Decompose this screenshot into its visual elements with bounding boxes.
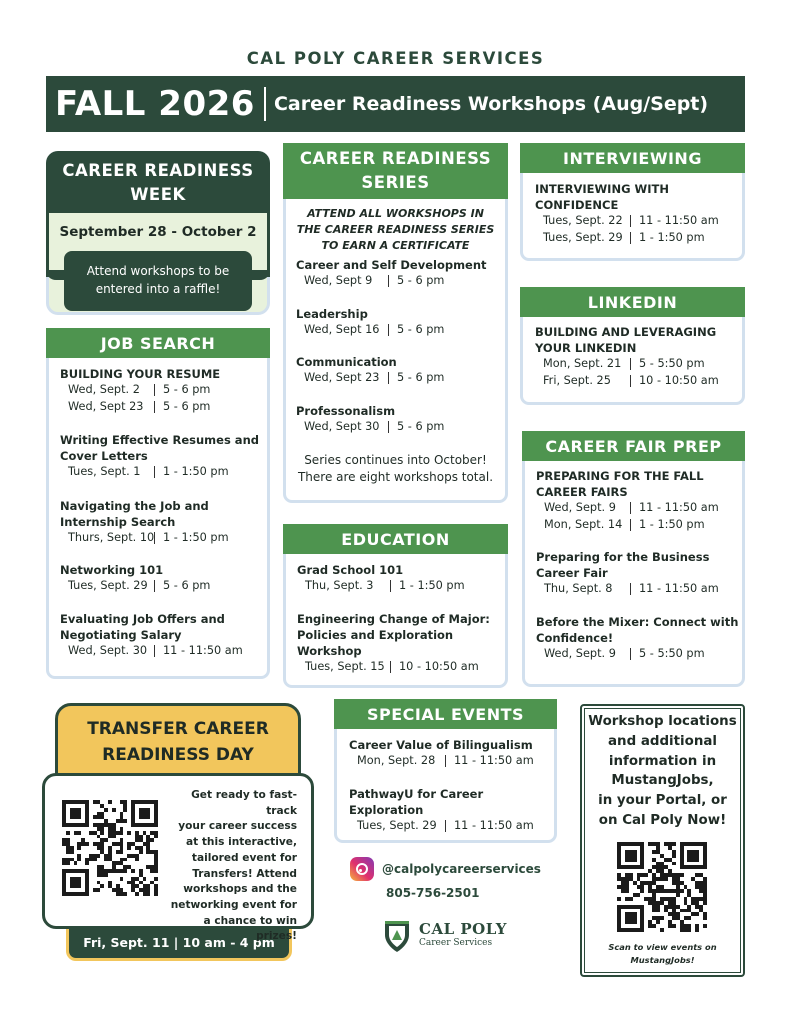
session-row: [536, 646, 742, 663]
session-date: Tues, Sept. 29: [543, 230, 623, 244]
session-date: Thurs, Sept. 10: [68, 530, 155, 544]
job-item: [60, 366, 267, 415]
session-row: [349, 818, 554, 835]
row-divider: [630, 232, 631, 244]
row-divider: [390, 580, 391, 592]
session-time: 5 - 5:50 pm: [639, 646, 705, 660]
job-item: [60, 432, 267, 481]
row-divider: [154, 580, 155, 592]
crw-title-line1: CAREER READINESS: [62, 161, 254, 180]
session-time: 5 - 5:50 pm: [639, 357, 705, 370]
fair-prep-header: [522, 431, 745, 461]
row-divider: [630, 519, 631, 531]
session-row: [536, 581, 742, 598]
row-divider: [388, 372, 389, 384]
session-time: 11 - 11:50 am: [639, 501, 719, 514]
crw-raffle-note: [64, 251, 252, 311]
crw-note-line2: entered into a raffle!: [95, 282, 221, 296]
session-row: [60, 643, 267, 660]
fair-prep-item-title: Confidence!: [536, 630, 614, 645]
transfer-body-line: tailored event for: [191, 851, 297, 864]
session-time: 1 - 1:50 pm: [639, 230, 705, 244]
term-title: FALL 2026: [55, 84, 255, 124]
row-divider: [388, 324, 389, 336]
transfer-body-line: your career success: [178, 820, 297, 833]
series-intro-line3: TO EARN A CERTIFICATE: [321, 239, 470, 252]
session-time: 5 - 6 pm: [397, 322, 445, 336]
education-item-title: Grad School 101: [297, 563, 404, 577]
job-search-card: [46, 358, 270, 679]
session-row: [60, 578, 267, 595]
info-text: [582, 706, 743, 831]
row-divider: [630, 502, 631, 514]
session-time: 10 - 10:50 am: [639, 373, 719, 387]
fair-prep-item: [536, 549, 742, 598]
session-time: 11 - 11:50 am: [454, 754, 534, 767]
job-item: [60, 611, 267, 660]
session-row: [535, 230, 742, 247]
session-date: Mon, Sept. 14: [544, 517, 623, 531]
session-row: [349, 753, 554, 770]
series-item-title: Communication: [296, 355, 397, 369]
fair-prep-item: [536, 468, 742, 533]
session-date: Wed, Sept. 9: [544, 501, 616, 514]
info-line: on Cal Poly Now!: [598, 812, 727, 828]
job-item: [60, 562, 267, 595]
crw-left-frame: [46, 213, 49, 277]
special-item-title: Career Value of Bilingualism: [349, 738, 533, 752]
row-divider: [388, 421, 389, 433]
info-line: in your Portal, or: [598, 793, 727, 809]
crw-dates: September 28 - October 2: [59, 224, 257, 240]
fair-prep-item-title: CAREER FAIRS: [536, 485, 628, 499]
row-divider: [630, 583, 631, 595]
crw-title-line2: WEEK: [130, 185, 186, 204]
session-time: 10 - 10:50 am: [399, 659, 479, 673]
title-banner: [46, 76, 745, 132]
session-time: 11 - 11:50 am: [639, 582, 719, 595]
shield-icon: [383, 918, 411, 954]
row-divider: [154, 532, 155, 544]
job-item-title: Negotiating Salary: [60, 627, 182, 642]
session-row: [297, 659, 505, 676]
crw-header: [46, 151, 270, 213]
fair-prep-title: CAREER FAIR PREP: [545, 437, 722, 456]
row-divider: [154, 645, 155, 657]
job-item: [60, 498, 267, 547]
job-item-title: BUILDING YOUR RESUME: [60, 367, 221, 381]
row-divider: [388, 275, 389, 287]
series-intro-line1: ATTEND ALL WORKSHOPS IN: [307, 207, 484, 220]
crw-note-line1: Attend workshops to be: [86, 264, 230, 278]
series-card: [283, 199, 508, 503]
session-date: Mon, Sept. 28: [357, 754, 436, 767]
transfer-title-line1: TRANSFER CAREER: [87, 719, 269, 739]
education-item-title: Workshop: [297, 643, 362, 658]
series-item: [296, 403, 505, 436]
series-item-title: Leadership: [296, 306, 368, 321]
row-divider: [154, 401, 155, 413]
session-time: 5 - 6 pm: [397, 419, 445, 433]
session-row: [536, 517, 742, 534]
session-date: Tues, Sept. 29: [68, 579, 148, 592]
session-date: Tues, Sept. 15: [305, 659, 385, 673]
session-row: [60, 399, 267, 416]
session-time: 1 - 1:50 pm: [399, 579, 465, 592]
session-row: [296, 273, 505, 290]
session-date: Wed, Sept. 2: [68, 383, 140, 396]
row-divider: [445, 820, 446, 832]
series-item-title: Career and Self Development: [296, 258, 487, 272]
instagram-icon: [350, 857, 374, 881]
fair-prep-item-title: PREPARING FOR THE FALL: [536, 469, 704, 483]
session-time: 5 - 6 pm: [163, 579, 211, 592]
session-date: Fri, Sept. 25: [543, 373, 611, 387]
special-item: [349, 737, 554, 770]
series-title-line2: SERIES: [361, 173, 430, 192]
special-events-title: SPECIAL EVENTS: [366, 705, 525, 724]
session-row: [536, 500, 742, 517]
series-header: [283, 143, 508, 199]
qr-caption-line2: MustangJobs!: [630, 955, 695, 965]
linkedin-title: LINKEDIN: [587, 293, 678, 312]
session-date: Thu, Sept. 8: [544, 582, 613, 595]
session-time: 11 - 11:50 am: [454, 818, 534, 832]
education-title: EDUCATION: [341, 530, 450, 549]
special-events-header: [334, 699, 557, 729]
session-row: [297, 578, 505, 595]
row-divider: [630, 215, 631, 227]
series-item-title: Professonalism: [296, 403, 396, 418]
job-item-title: Internship Search: [60, 514, 176, 529]
session-row: [60, 464, 267, 481]
row-divider: [154, 466, 155, 478]
fair-prep-item-title: Career Fair: [536, 566, 608, 580]
series-item: [296, 354, 505, 387]
session-time: 1 - 1:50 pm: [639, 517, 705, 531]
job-search-header: [46, 328, 270, 358]
info-line: information in: [608, 753, 717, 769]
info-line: and additional: [608, 733, 717, 749]
series-intro: [286, 206, 505, 254]
job-search-title: JOB SEARCH: [100, 334, 216, 353]
education-item-title: Engineering Change of Major:: [297, 611, 490, 626]
education-item-title: Policies and Exploration: [297, 627, 454, 642]
info-line: Workshop locations: [588, 714, 737, 729]
session-date: Wed, Sept 23: [304, 371, 380, 384]
job-item-title: Networking 101: [60, 563, 164, 577]
session-row: [535, 373, 742, 390]
education-item: [297, 562, 505, 595]
series-intro-line2: THE CAREER READINESS SERIES: [296, 223, 495, 236]
session-time: 11 - 11:50 am: [639, 214, 719, 227]
linkedin-item-title: BUILDING AND LEVERAGING: [535, 325, 717, 339]
row-divider: [154, 384, 155, 396]
fair-prep-item-title: Before the Mixer: Connect with: [536, 614, 739, 629]
row-divider: [630, 648, 631, 660]
interviewing-title: INTERVIEWING: [563, 149, 702, 168]
session-date: Mon, Sept. 21: [543, 357, 622, 370]
session-date: Wed, Sept 16: [304, 322, 380, 336]
session-time: 5 - 6 pm: [163, 399, 211, 413]
transfer-body-line: networking event for: [170, 898, 297, 911]
info-line: MustangJobs,: [611, 773, 714, 789]
cal-poly-logo: [383, 918, 507, 954]
row-divider: [630, 358, 631, 370]
session-date: Wed, Sept 9: [304, 274, 373, 287]
session-time: 11 - 11:50 am: [163, 643, 243, 657]
org-title: CAL POLY CAREER SERVICES: [246, 49, 545, 68]
qr-caption-line1: Scan to view events on: [608, 942, 717, 952]
transfer-body-line: Transfers! Attend: [192, 867, 297, 880]
fair-prep-item: [536, 614, 742, 663]
series-item: [296, 257, 505, 290]
special-item-title: Exploration: [349, 802, 424, 817]
fair-prep-item-title: Preparing for the Business: [536, 550, 710, 564]
transfer-body-line: a chance to win prizes!: [203, 914, 297, 943]
session-time: 1 - 1:50 pm: [163, 530, 229, 544]
special-item: [349, 786, 554, 835]
session-date: Tues, Sept. 29: [357, 818, 437, 832]
session-row: [535, 356, 742, 373]
job-item-title: Navigating the Job and: [60, 498, 209, 513]
session-row: [296, 370, 505, 387]
instagram-handle[interactable]: @calpolycareerservices: [382, 862, 541, 876]
transfer-body-line: Get ready to fast-track: [191, 789, 297, 817]
interviewing-card: [520, 173, 745, 261]
transfer-body-line: workshops and the: [183, 883, 297, 896]
row-divider: [390, 661, 391, 673]
session-date: Wed, Sept. 30: [68, 643, 148, 657]
linkedin-item-title: YOUR LINKEDIN: [535, 341, 637, 355]
linkedin-card: [520, 317, 745, 405]
session-date: Tues, Sept. 22: [543, 214, 623, 227]
info-box: [580, 704, 745, 977]
title-divider: [264, 87, 266, 121]
session-time: 5 - 6 pm: [163, 383, 211, 396]
education-card: [283, 554, 508, 688]
qr-caption: [584, 941, 741, 967]
session-time: 5 - 6 pm: [397, 371, 445, 384]
job-item-title: Evaluating Job Offers and: [60, 611, 225, 626]
session-date: Thu, Sept. 3: [305, 579, 374, 592]
session-date: Wed, Sept 30: [304, 419, 380, 433]
transfer-qr-code[interactable]: [62, 800, 158, 896]
education-header: [283, 524, 508, 554]
session-row: [535, 213, 742, 230]
session-date: Wed, Sept 23: [68, 399, 144, 413]
interviewing-header: [520, 143, 745, 173]
education-item: [297, 611, 505, 676]
row-divider: [630, 375, 631, 387]
transfer-body-line: at this interactive,: [185, 836, 297, 849]
fair-prep-card: [522, 461, 745, 687]
session-date: Tues, Sept. 1: [68, 465, 141, 478]
session-row: [60, 530, 267, 547]
series-footer: [286, 452, 505, 486]
logo-subtitle: Career Services: [419, 938, 493, 948]
session-row: [296, 419, 505, 436]
series-item: [296, 306, 505, 339]
session-row: [296, 322, 505, 339]
session-date: Wed, Sept. 9: [544, 646, 616, 660]
crw-right-frame: [267, 213, 270, 277]
special-item-title: PathwayU for Career: [349, 786, 484, 801]
interviewing-item-title: CONFIDENCE: [535, 198, 619, 212]
transfer-date: Fri, Sept. 11 | 10 am - 4 pm: [83, 935, 275, 950]
series-footer-line2: There are eight workshops total.: [297, 470, 494, 484]
session-time: 5 - 6 pm: [397, 274, 445, 287]
series-footer-line1: Series continues into October!: [304, 453, 487, 467]
instagram-row[interactable]: [350, 857, 541, 881]
mustangjobs-qr-code[interactable]: [617, 842, 707, 932]
transfer-description: [163, 788, 297, 945]
phone-number[interactable]: 805-756-2501: [386, 886, 480, 900]
banner-subtitle: Career Readiness Workshops (Aug/Sept): [273, 93, 709, 115]
transfer-title-line2: READINESS DAY: [102, 745, 254, 765]
session-time: 1 - 1:50 pm: [163, 465, 229, 478]
job-item-title: Writing Effective Resumes and: [60, 433, 259, 447]
logo-name: CAL POLY: [419, 920, 507, 938]
special-events-card: [334, 729, 557, 843]
interviewing-item-title: INTERVIEWING WITH: [535, 182, 669, 196]
session-row: [60, 382, 267, 399]
linkedin-header: [520, 287, 745, 317]
series-title-line1: CAREER READINESS: [299, 149, 492, 168]
job-item-title: Cover Letters: [60, 449, 148, 463]
row-divider: [445, 755, 446, 767]
